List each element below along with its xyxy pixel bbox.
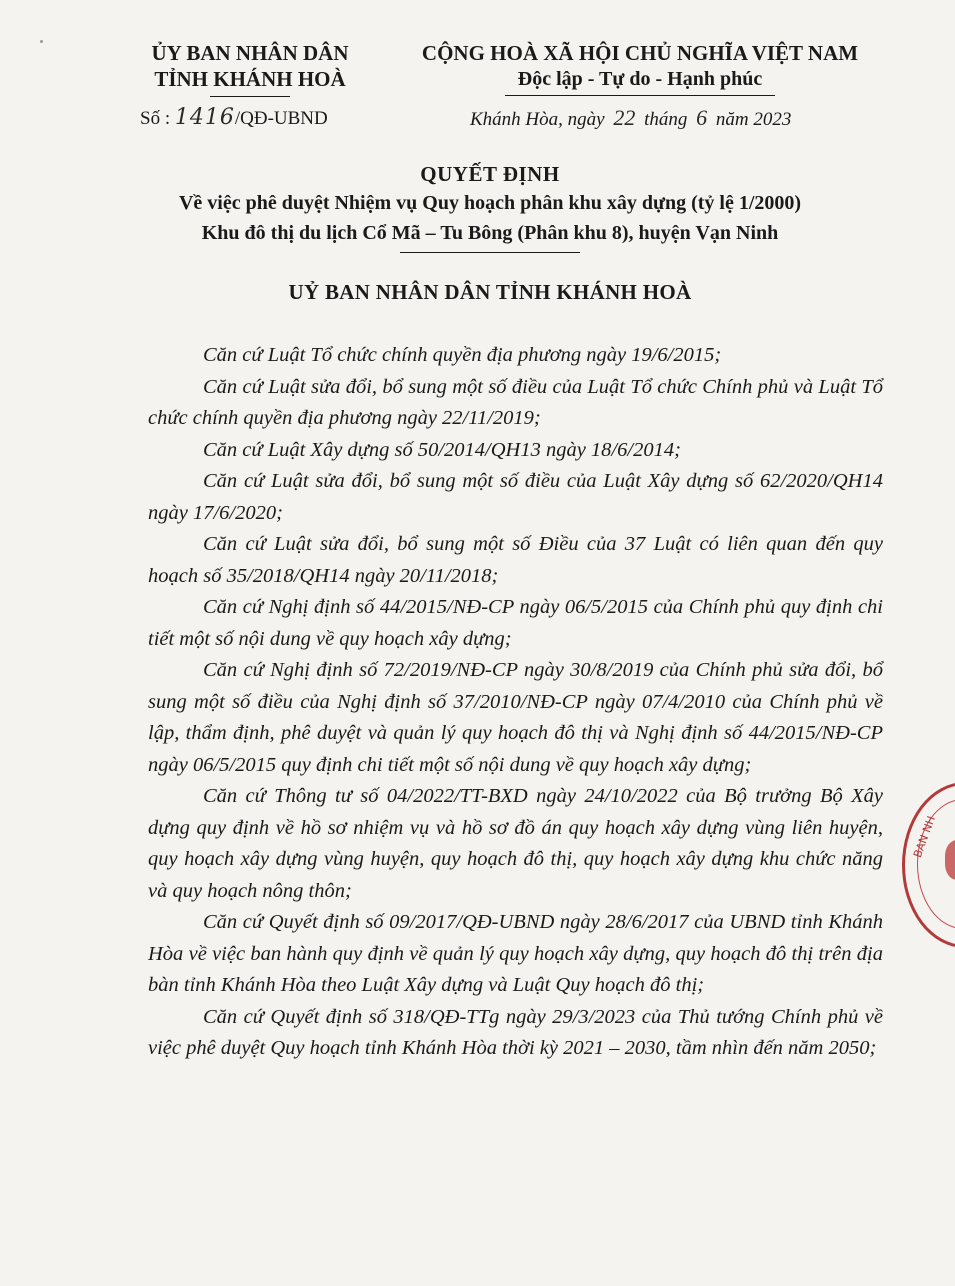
date-year: năm 2023 <box>711 109 792 130</box>
red-seal-stamp <box>902 782 955 948</box>
legal-basis-paragraph: Căn cứ Thông tư số 04/2022/TT-BXD ngày 24/10/2022 của Bộ trưởng Bộ Xây dựng quy định về hồ sơ nhiệm vụ và hồ sơ đồ án quy hoạch xây dựng vùng liên huyện, quy hoạch xây dựng vùng huyện, quy hoạch đô thị, quy hoạch xây dựng khu chức năng và quy hoạch nông thôn; <box>148 785 883 902</box>
legal-basis-paragraph: Căn cứ Luật sửa đổi, bổ sung một số điều của Luật Tổ chức Chính phủ và Luật Tổ chức chính quyền địa phương ngày 22/11/2019; <box>148 375 883 429</box>
scan-speck <box>40 40 43 43</box>
motto-underline <box>505 95 775 96</box>
document-number <box>140 105 328 130</box>
number-prefix: Số : <box>140 108 175 129</box>
agency-line-1: ỦY BAN NHÂN DÂN <box>151 41 349 65</box>
agency-line-2: TỈNH KHÁNH HOÀ <box>154 67 346 91</box>
legal-basis-paragraph: Căn cứ Luật sửa đổi, bổ sung một số Điều của 37 Luật có liên quan đến quy hoạch số 35/2018/QH14 ngày 20/11/2018; <box>148 533 883 587</box>
date-prefix: Khánh Hòa, ngày <box>470 109 610 130</box>
document-date <box>470 105 791 131</box>
legal-basis-paragraph: Căn cứ Luật sửa đổi, bổ sung một số điều của Luật Xây dựng số 62/2020/QH14 ngày 17/6/2020; <box>148 470 883 524</box>
agency-header <box>120 40 380 97</box>
decision-heading: QUYẾT ĐỊNH <box>420 162 560 186</box>
national-header <box>395 40 885 96</box>
handwritten-day: 22 <box>613 105 636 130</box>
legal-basis-paragraph: Căn cứ Nghị định số 72/2019/NĐ-CP ngày 30/8/2019 của Chính phủ sửa đổi, bổ sung một số điều của Nghị định số 37/2010/NĐ-CP ngày 07/4/2010 của Chính phủ về lập, thẩm định, phê duyệt và quản lý quy hoạch đô thị và Nghị định số 44/2015/NĐ-CP ngày 06/5/2015 quy định chi tiết một số nội dung về quy hoạch xây dựng; <box>148 659 883 776</box>
issuing-authority: UỶ BAN NHÂN DÂN TỈNH KHÁNH HOÀ <box>288 280 692 304</box>
title-underline <box>400 252 580 253</box>
legal-basis-paragraph: Căn cứ Quyết định số 09/2017/QĐ-UBND ngày 28/6/2017 của UBND tỉnh Khánh Hòa về việc ban hành quy định về quản lý quy hoạch xây dựng, quy hoạch đô thị trên địa bàn tỉnh Khánh Hòa theo Luật Xây dựng và Luật Quy hoạch đô thị; <box>148 911 883 996</box>
legal-basis-paragraph: Căn cứ Luật Xây dựng số 50/2014/QH13 ngày 18/6/2014; <box>203 438 681 461</box>
agency-underline <box>210 96 290 97</box>
nation-motto: Độc lập - Tự do - Hạnh phúc <box>517 68 763 90</box>
date-month-label: tháng <box>639 109 693 130</box>
legal-basis-paragraph: Căn cứ Quyết định số 318/QĐ-TTg ngày 29/3/2023 của Thủ tướng Chính phủ về việc phê duyệt Quy hoạch tỉnh Khánh Hòa thời kỳ 2021 – 2030, tầm nhìn đến năm 2050; <box>148 1005 883 1059</box>
legal-basis <box>148 340 883 1065</box>
seal-text: BAN NH <box>911 814 939 860</box>
decision-subtitle-2: Khu đô thị du lịch Cổ Mã – Tu Bông (Phân khu 8), huyện Vạn Ninh <box>201 222 779 244</box>
legal-basis-paragraph: Căn cứ Luật Tổ chức chính quyền địa phương ngày 19/6/2015; <box>203 344 722 366</box>
legal-basis-paragraph: Căn cứ Nghị định số 44/2015/NĐ-CP ngày 06/5/2015 của Chính phủ quy định chi tiết một số nội dung về quy hoạch xây dựng; <box>148 596 883 650</box>
handwritten-month: 6 <box>696 105 708 130</box>
number-suffix: /QĐ-UBND <box>234 108 328 129</box>
nation-line-1: CỘNG HOÀ XÃ HỘI CHỦ NGHĨA VIỆT NAM <box>421 41 859 65</box>
decision-subtitle-1: Về việc phê duyệt Nhiệm vụ Quy hoạch phân khu xây dựng (tỷ lệ 1/2000) <box>178 192 802 214</box>
handwritten-number: 1416 <box>174 105 235 130</box>
decision-title-block <box>90 160 890 253</box>
